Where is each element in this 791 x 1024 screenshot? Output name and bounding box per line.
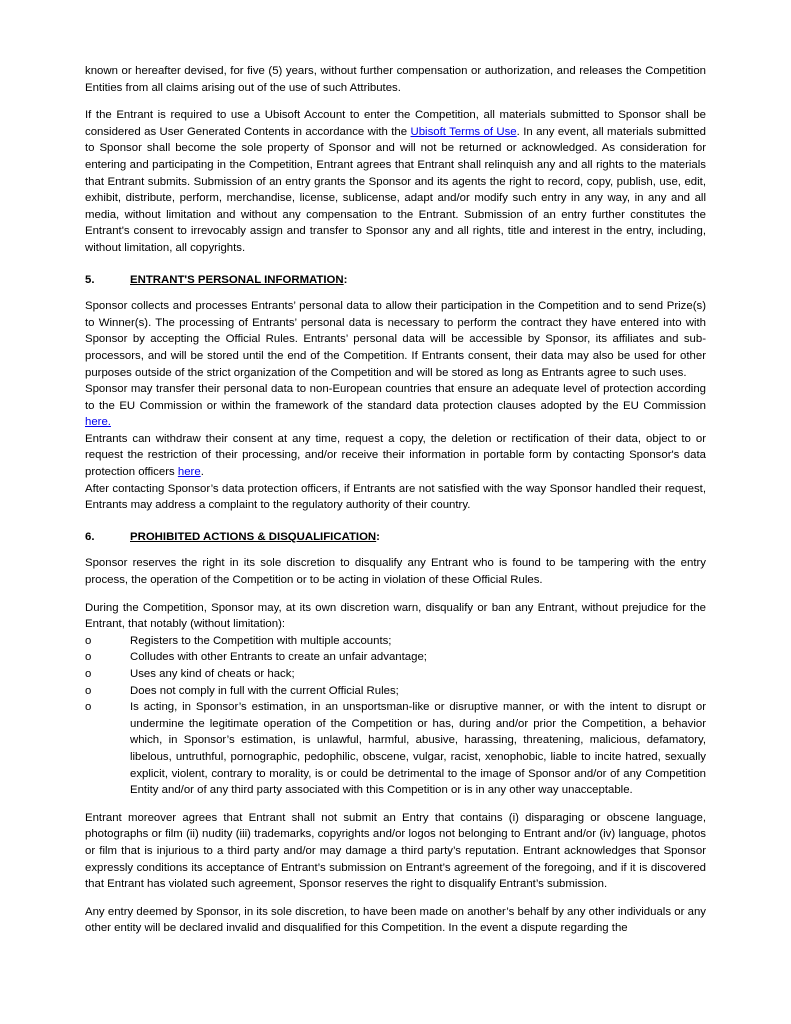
section-5-number: 5.: [85, 273, 95, 286]
section-5-heading: [85, 272, 706, 289]
section-6-paragraph-1: Sponsor reserves the right in its sole discretion to disqualify any Entrant who is found to be tampering with the entry process, the operation of the Competition or to be acting in violation of these Official Rules.: [85, 557, 706, 587]
bullet-text: Colludes with other Entrants to create an unfair advantage;: [130, 651, 427, 664]
ubisoft-terms-of-use-link[interactable]: Ubisoft Terms of Use: [410, 125, 517, 138]
section-5-p2-text: Sponsor may transfer their personal data to non-European countries that ensure an adequate level of protection according to the EU Commission or within the framework of the standard data protection clauses adopted by the EU Commission: [85, 383, 706, 412]
bullet-marker: o: [85, 668, 92, 680]
section-6-heading: [85, 529, 706, 546]
intro-p2-text-after: . In any event, all materials submitted to Sponsor shall become the sole property of Sponsor and will not be returned or acknowledged. As consideration for entering and participating in the Competition, Entrant agrees that Entrant shall relinquish any and all rights to the materials that Entrant submits. Submission of an entry grants the Sponsor and its agents the right to record, copy, publish, use, edit, exhibit, distribute, perform, merchandise, license, sublicense, adapt and/or modify such entry in any way, in any and all media, without limitation and without any compensation to the Entrant. Submission of an entry further constitutes the Entrant's consent to irrevocably assign and transfer to Sponsor any and all rights, title and interest in the entry, including, without limitation, all copyrights.: [85, 125, 706, 254]
eu-commission-here-link[interactable]: here.: [85, 416, 111, 429]
section-6-colon: :: [376, 530, 380, 543]
bullet-marker: o: [85, 701, 92, 714]
section-5-paragraph-4: After contacting Sponsor’s data protection officers, if Entrants are not satisfied with the way Sponsor handled their request, Entrants may address a complaint to the regulatory authority of their country.: [85, 482, 706, 512]
bullet-text: Does not comply in full with the current Official Rules;: [130, 684, 399, 697]
section-6-paragraph-3: Entrant moreover agrees that Entrant shall not submit an Entry that contains (i) disparaging or obscene language, photographs or film (ii) nudity (iii) trademarks, copyrights and/or logos not belonging to Entrant and/or (iv) language, photos or film that is injurious to a third party and/or may damage a third party’s reputation. Entrant acknowledges that Sponsor expressly conditions its acceptance of Entrant’s submission on Entrant’s agreement of the foregoing, and if it is discovered that Entrant has violated such agreement, Sponsor reserves the right to disqualify Entrant’s submission.: [85, 811, 706, 891]
section-5-colon: :: [343, 273, 348, 286]
section-5-p3-period: .: [200, 466, 204, 479]
bullet-item: [85, 633, 706, 650]
section-5-paragraph-1: Sponsor collects and processes Entrants’ personal data to allow their participation in the Competition and to send Prize(s) to Winner(s). The processing of Entrants’ personal data is necessary to perform the contract they have entered into with Sponsor by accepting the Official Rules. Entrants’ personal data will be accessible by Sponsor, its affiliates and sub-processors, and will be stored until the end of the Competition. If Entrants consent, their data may also be used for other purposes outside of the strict organization of the Competition and will be stored as long as Entrants agree to such uses.: [85, 300, 706, 379]
section-5-p3-text: Entrants can withdraw their consent at any time, request a copy, the deletion or rectification of their data, object to or request the restriction of their processing, and/or receive their information in portable form by contacting Sponsor's data protection officers: [85, 432, 706, 479]
bullet-text: Registers to the Competition with multiple accounts;: [130, 634, 392, 647]
bullet-item: [85, 699, 706, 799]
bullet-item: [85, 649, 706, 666]
section-5-title: ENTRANT'S PERSONAL INFORMATION:: [130, 273, 348, 286]
prohibited-actions-bullet-list: [85, 633, 706, 799]
section-5-paragraph-2: [85, 381, 706, 431]
bullet-item: [85, 683, 706, 700]
bullet-text: Uses any kind of cheats or hack;: [130, 668, 295, 680]
bullet-marker: o: [85, 651, 92, 664]
data-protection-officers-here-link[interactable]: here: [177, 466, 201, 479]
section-6-number: 6.: [85, 530, 95, 543]
bullet-item: [85, 666, 706, 683]
bullet-marker: o: [85, 684, 92, 697]
intro-paragraph-2: [85, 107, 706, 256]
intro-p2-text-before: If the Entrant is required to use a Ubisoft Account to enter the Competition, all materials submitted to Sponsor shall be considered as User Generated Contents in accordance with the: [85, 109, 706, 138]
intro-paragraph-1: known or hereafter devised, for five (5) years, without further compensation or authorization, and releases the Competition Entities from all claims arising out of the use of such Attributes.: [85, 65, 706, 94]
bullet-marker: o: [85, 634, 92, 647]
section-6-title: PROHIBITED ACTIONS & DISQUALIFICATION:: [130, 530, 380, 543]
section-6-paragraph-4: Any entry deemed by Sponsor, in its sole discretion, to have been made on another’s behalf by any other individuals or any other entity will be declared invalid and disqualified for this Competition. In the event a dispute regarding the: [85, 905, 706, 935]
bullet-text: Is acting, in Sponsor’s estimation, in an unsportsman-like or disruptive manner, or with the intent to disrupt or undermine the legitimate operation of the Competition or has, during and/or prior the Competition, a behavior which, in Sponsor’s estimation, is unlawful, harmful, abusive, harassing, threatening, malicious, defamatory, libelous, untruthful, pornographic, pedophilic, obscene, vulgar, racist, xenophobic, liable to incite hatred, sexually explicit, violent, contrary to morality, is or could be detrimental to the image of Sponsor and/or of any Competition Entity and/or of any third party associated with this Competition or is in any other way unacceptable.: [130, 701, 706, 797]
section-6-paragraph-2: During the Competition, Sponsor may, at its own discretion warn, disqualify or ban any Entrant, without prejudice for the Entrant, that notably (without limitation):: [85, 601, 706, 631]
section-5-paragraph-3: [85, 431, 706, 481]
